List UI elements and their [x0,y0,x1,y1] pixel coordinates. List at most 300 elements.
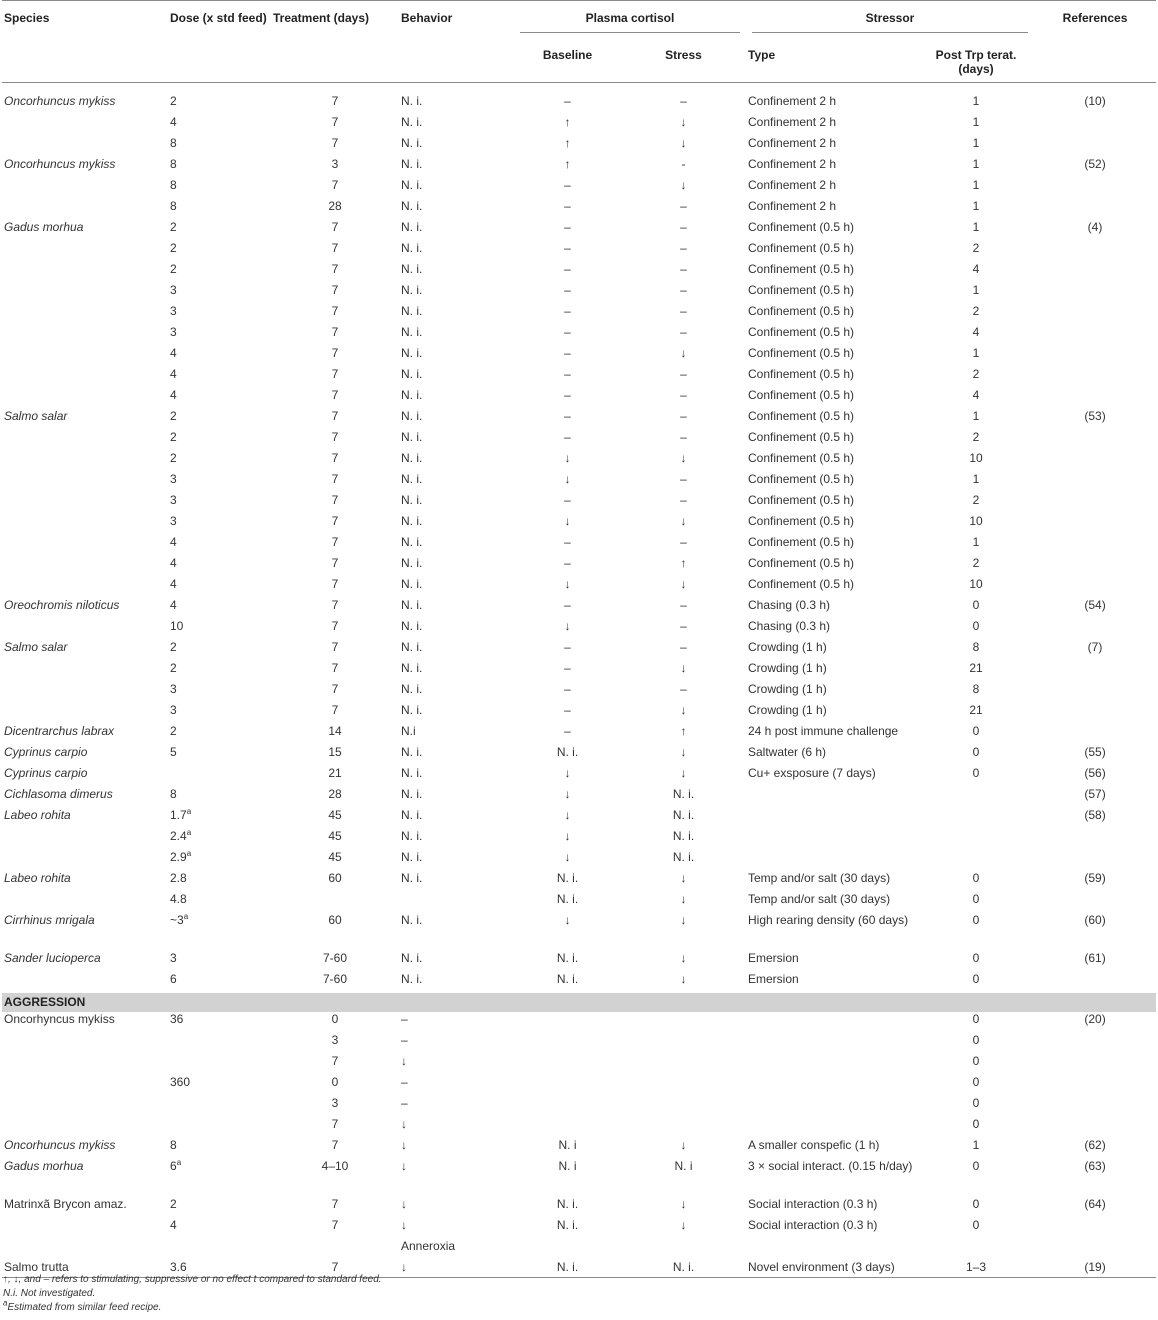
cell-species-text: Labeo rohita [4,871,71,885]
cell-type [746,871,918,892]
cell-reference [1034,619,1156,640]
header-references: References [1034,1,1156,40]
cell-treatment [271,661,399,682]
cell-post-trp [918,1159,1034,1197]
cell-type [746,577,918,598]
cell-post-trp-text: 10 [969,514,983,528]
cell-post-trp [918,913,1034,951]
cell-post-trp [918,703,1034,724]
cell-stress [621,1096,746,1117]
cell-baseline-text: ↓ [564,808,571,822]
cell-reference [1034,808,1156,829]
cell-post-trp [918,871,1034,892]
cell-treatment [271,409,399,430]
cell-treatment [271,724,399,745]
cell-behavior-text: N. i. [401,262,423,276]
table-row [2,283,1156,304]
cell-treatment-text: 7 [331,556,339,570]
cell-stress [621,1197,746,1218]
cell-dose-text: 2 [170,430,177,444]
cell-reference-text: (62) [1084,1138,1106,1152]
cell-stress [621,220,746,241]
cell-treatment-text: 0 [331,1075,339,1089]
cell-treatment [271,1054,399,1075]
cell-post-trp [918,1260,1034,1278]
cell-stress-text: ↓ [680,577,687,591]
cell-behavior-text: N. i. [401,451,423,465]
cell-baseline-text: – [564,346,571,360]
cell-species [2,535,168,556]
section-aggression [2,993,1156,1012]
cell-treatment-text: 7 [331,451,339,465]
cell-stress [621,346,746,367]
cell-stress-text: – [680,94,687,108]
cell-reference [1034,892,1156,913]
cell-type [746,1260,918,1278]
cell-dose [168,808,271,829]
cell-behavior [399,913,514,951]
cell-behavior [399,808,514,829]
cell-behavior-text: N. i. [401,367,423,381]
cell-baseline [514,640,621,661]
cell-behavior [399,514,514,535]
table-row [2,850,1156,871]
cell-treatment-text: 7 [331,1218,339,1232]
cell-baseline [514,262,621,283]
table-row [2,178,1156,199]
cell-post-trp [918,892,1034,913]
cell-stress-text: – [680,367,687,381]
cell-stress [621,304,746,325]
cell-treatment-text: 7 [331,1260,339,1274]
cell-species [2,1138,168,1159]
cell-stress [621,199,746,220]
cell-post-trp [918,1033,1034,1054]
cell-type [746,346,918,367]
cell-treatment [271,972,399,993]
table-row [2,367,1156,388]
cell-species [2,640,168,661]
cell-behavior-text: ↓ [401,1197,407,1211]
table-row [2,724,1156,745]
cell-type-text: Confinement (0.5 h) [748,493,855,507]
table-row [2,409,1156,430]
cell-behavior-text: N. i. [401,535,423,549]
cell-species [2,829,168,850]
cell-reference [1034,577,1156,598]
cell-species [2,451,168,472]
cell-behavior-text: N. i. [401,199,423,213]
cell-post-trp-text: 2 [972,367,980,381]
cell-treatment-text: 60 [328,913,342,927]
cell-treatment [271,829,399,850]
cell-species [2,346,168,367]
cell-type [746,1218,918,1239]
cell-type [746,1054,918,1075]
cell-stress-text: – [680,304,687,318]
header-stressor-label: Stressor [752,11,1028,33]
cell-treatment [271,703,399,724]
cell-stress [621,472,746,493]
cell-treatment-text: 7 [331,367,339,381]
cell-stress-text: – [680,619,687,633]
cell-baseline-text: – [564,703,571,717]
footnote-arrows: ↑, ↓, and – refers to stimulating, suppressive or no effect t compared to standard feed. [3,1274,382,1285]
cell-treatment [271,1117,399,1138]
cell-behavior-text: N. i. [401,409,423,423]
cell-stress [621,808,746,829]
cell-stress-text: ↓ [680,972,687,986]
cell-behavior [399,157,514,178]
cell-type [746,972,918,993]
cell-type-text: Confinement (0.5 h) [748,262,855,276]
cell-baseline [514,724,621,745]
cell-post-trp-text: 1 [972,115,980,129]
cell-type [746,850,918,871]
cell-stress-text: ↓ [680,1138,687,1152]
cell-type [746,83,918,116]
cell-baseline [514,325,621,346]
cell-behavior [399,304,514,325]
cell-treatment [271,472,399,493]
table-row [2,346,1156,367]
cell-post-trp [918,682,1034,703]
cell-stress-text: – [680,199,687,213]
cell-species [2,1159,168,1197]
cell-post-trp [918,951,1034,972]
table-row [2,1075,1156,1096]
cell-stress [621,619,746,640]
cell-baseline-text: – [564,535,571,549]
cell-type [746,661,918,682]
cell-behavior [399,325,514,346]
cell-baseline-text: ↓ [564,913,571,927]
cell-species [2,787,168,808]
cell-dose [168,83,271,116]
table-row [2,913,1156,951]
cell-species [2,745,168,766]
cell-dose-text: 4 [170,1218,177,1232]
cell-species [2,1218,168,1239]
cell-type-text: Confinement (0.5 h) [748,325,855,339]
cell-behavior [399,1218,514,1239]
cell-post-trp-text: 1 [972,409,980,423]
cell-behavior [399,829,514,850]
cell-behavior [399,1159,514,1197]
cell-dose-text: 10 [170,619,184,633]
table-row [2,136,1156,157]
cell-dose-text: 6 [170,1159,177,1173]
cell-type [746,388,918,409]
table-row [2,115,1156,136]
cell-treatment [271,262,399,283]
cell-baseline-text: ↑ [564,157,571,171]
cell-behavior [399,1260,514,1278]
cell-species [2,619,168,640]
cell-type [746,1033,918,1054]
cell-reference [1034,178,1156,199]
cell-behavior [399,703,514,724]
cell-behavior-text: N. i. [401,472,423,486]
cell-reference [1034,1054,1156,1075]
cell-species [2,682,168,703]
cell-reference [1034,1239,1156,1260]
cell-type [746,115,918,136]
cell-dose [168,451,271,472]
cell-dose-text: 3 [170,682,177,696]
table-row [2,829,1156,850]
cell-baseline [514,493,621,514]
cell-type [746,430,918,451]
cell-post-trp [918,472,1034,493]
cell-baseline-text: N. i [558,1159,577,1173]
cell-type [746,1239,918,1260]
cell-species-text: Oncorhyncus mykiss [4,1012,115,1026]
header-species: Species [2,1,168,40]
cell-dose-text: 1.7 [170,808,187,822]
cell-treatment [271,1138,399,1159]
cell-post-trp-text: 1 [972,199,980,213]
footnote-estimated-text: Estimated from similar feed recipe. [7,1302,162,1313]
cell-baseline [514,787,621,808]
cell-behavior-text: N. i. [401,682,423,696]
header-treatment: Treatment (days) [271,1,399,40]
cell-reference [1034,1012,1156,1033]
cell-behavior [399,1054,514,1075]
cell-post-trp [918,972,1034,993]
cell-behavior-text: N. i. [401,619,423,633]
table-footnotes [3,1273,382,1315]
cell-baseline-text: ↓ [564,451,571,465]
cell-type-text: Confinement (0.5 h) [748,346,855,360]
cell-species [2,1197,168,1218]
cell-stress-text: – [680,682,687,696]
cell-dose-text: 2 [170,94,177,108]
cell-type-text: Confinement (0.5 h) [748,220,855,234]
cell-type-text: High rearing density (60 days) [748,913,909,927]
cell-dose-text: 2 [170,1197,177,1211]
cell-post-trp-text: 0 [972,1096,980,1110]
cell-dose-text: 4 [170,115,177,129]
cell-stress [621,241,746,262]
cell-dose-text: 3 [170,951,177,965]
cell-species [2,472,168,493]
cell-reference-text: (10) [1084,94,1106,108]
cell-dose-text: ~3 [170,913,184,927]
cell-treatment [271,157,399,178]
cell-species [2,808,168,829]
cell-behavior-text: N. i. [401,556,423,570]
cell-stress-text: ↓ [680,1197,687,1211]
cell-dose-text: 2 [170,262,177,276]
table-row [2,157,1156,178]
cell-treatment-text: 7 [331,178,339,192]
cell-behavior [399,1096,514,1117]
cell-dose [168,972,271,993]
header-type: Type [748,48,776,62]
cell-behavior-text: N. i. [401,220,423,234]
cell-stress-text: ↓ [680,766,687,780]
cell-post-trp-text: 0 [972,951,980,965]
cell-post-trp [918,115,1034,136]
cell-treatment-text: 45 [328,808,342,822]
cell-type-text: Novel environment (3 days) [748,1260,895,1274]
cell-baseline-text: N. i. [556,972,579,986]
cell-reference [1034,850,1156,871]
cell-treatment [271,493,399,514]
cell-reference [1034,199,1156,220]
cell-behavior-text: N. i. [401,661,423,675]
cell-treatment [271,871,399,892]
cell-baseline [514,1239,621,1260]
cell-post-trp-text: 1 [972,1138,980,1152]
table-row [2,1117,1156,1138]
cell-dose [168,766,271,787]
cell-baseline-text: ↓ [564,829,571,843]
cell-post-trp-text: 1 [972,472,980,486]
cell-stress [621,1239,746,1260]
cell-stress-text: – [680,220,687,234]
cell-species [2,241,168,262]
cell-behavior [399,1138,514,1159]
cell-stress-text: N. i. [672,1260,695,1274]
cell-type [746,619,918,640]
cell-baseline [514,577,621,598]
cell-type-text: Confinement (0.5 h) [748,241,855,255]
cell-baseline [514,430,621,451]
cell-post-trp [918,325,1034,346]
cell-reference [1034,409,1156,430]
cell-stress [621,972,746,993]
cell-type-text: Confinement 2 h [748,115,837,129]
cell-behavior-text: N. i. [401,325,423,339]
cell-treatment [271,745,399,766]
cell-reference-text: (56) [1084,766,1106,780]
cell-reference-text: (57) [1084,787,1106,801]
cell-reference [1034,451,1156,472]
cell-dose-text: 2 [170,220,177,234]
cell-dose-text: 4 [170,556,177,570]
cell-treatment [271,1012,399,1033]
cell-post-trp-text: 0 [972,619,980,633]
cell-species [2,913,168,951]
table-row [2,892,1156,913]
cell-species [2,703,168,724]
cell-dose-text: 3 [170,472,177,486]
cell-treatment [271,1075,399,1096]
cell-behavior [399,787,514,808]
cell-type-text: Confinement (0.5 h) [748,577,855,591]
cell-behavior [399,178,514,199]
cell-baseline-text: – [564,241,571,255]
cell-treatment [271,388,399,409]
cell-stress [621,1054,746,1075]
cell-type-text: Confinement (0.5 h) [748,430,855,444]
cell-post-trp [918,556,1034,577]
cell-type [746,1117,918,1138]
cell-behavior [399,115,514,136]
cell-baseline [514,829,621,850]
cell-species [2,1033,168,1054]
cell-reference [1034,913,1156,951]
cell-stress-text: ↓ [680,951,687,965]
cell-baseline-text: N. i [558,1138,577,1152]
cell-stress [621,913,746,951]
cell-baseline [514,703,621,724]
cell-reference [1034,1096,1156,1117]
cell-treatment [271,1218,399,1239]
cell-behavior [399,766,514,787]
cell-behavior [399,1117,514,1138]
cell-behavior-text: N. i. [401,850,423,864]
cell-baseline [514,1075,621,1096]
table-row [2,871,1156,892]
table-row [2,199,1156,220]
cell-behavior [399,892,514,913]
cell-behavior [399,1033,514,1054]
cell-stress-text: ↓ [680,745,687,759]
cell-post-trp-text: 0 [972,1075,980,1089]
cell-dose-text: 3.6 [170,1260,187,1274]
cell-type-text: Cu+ exsposure (7 days) [748,766,876,780]
cell-dose [168,703,271,724]
cell-post-trp-text: 0 [972,1197,980,1211]
cell-baseline-text: – [564,94,571,108]
cell-reference [1034,472,1156,493]
table-row [2,972,1156,993]
cell-reference [1034,220,1156,241]
cell-species [2,136,168,157]
cell-post-trp [918,430,1034,451]
cell-dose [168,1096,271,1117]
cell-treatment-text: 3 [331,157,339,171]
cell-dose [168,913,271,951]
cell-post-trp [918,388,1034,409]
cell-type [746,913,918,951]
cell-behavior-text: – [401,1012,408,1026]
cell-behavior-text: N. i. [401,577,423,591]
cell-treatment [271,430,399,451]
cell-type [746,745,918,766]
cell-post-trp [918,535,1034,556]
cell-species [2,724,168,745]
cell-species [2,1096,168,1117]
cell-behavior-text: N. i. [401,283,423,297]
cell-type [746,556,918,577]
cell-behavior-text: N. i. [401,178,423,192]
cell-type-text: Crowding (1 h) [748,640,827,654]
cell-behavior-text: N. i. [401,493,423,507]
cell-species [2,493,168,514]
cell-species-text: Dicentrarchus labrax [4,724,115,738]
cell-treatment-text: 45 [328,850,342,864]
cell-behavior [399,388,514,409]
cell-stress-text: ↓ [680,661,687,675]
cell-behavior [399,682,514,703]
cell-stress-text: – [680,472,687,486]
cell-type-text: Confinement (0.5 h) [748,304,855,318]
cell-species [2,661,168,682]
table-header [2,1,1156,83]
cell-stress [621,745,746,766]
cell-baseline [514,472,621,493]
cell-dose-text: 4 [170,346,177,360]
cell-baseline [514,1012,621,1033]
cell-post-trp [918,157,1034,178]
cell-baseline-text: – [564,598,571,612]
cell-behavior-text: N. i. [401,972,423,986]
cell-dose-text: 8 [170,136,177,150]
